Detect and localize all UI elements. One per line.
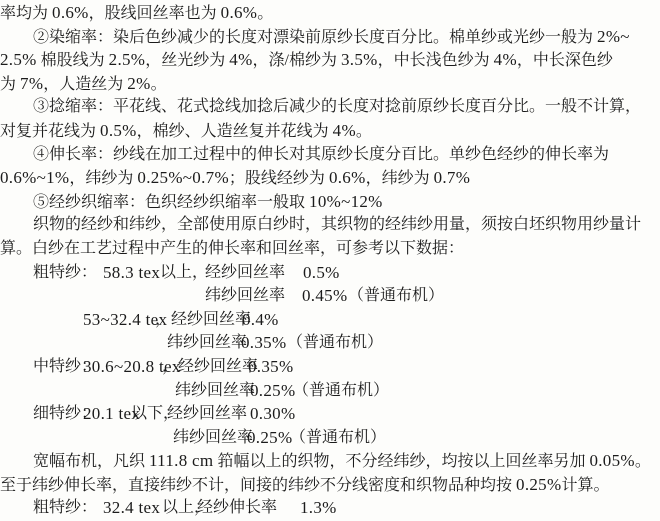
text-line — [0, 261, 660, 285]
text-segment: 纬纱回丝率 — [205, 287, 286, 305]
number-segment: 4% — [332, 120, 356, 140]
number-segment: 30.6~20.8 tex — [83, 356, 181, 376]
text-line — [0, 402, 660, 426]
number-segment: 0.05% — [589, 451, 635, 471]
number-segment: 53~32.4 tex — [83, 309, 168, 329]
text-segment: ⑤经纱织缩率：色织经纱织缩率一般取 — [33, 193, 310, 211]
text-segment: 粗特纱： — [33, 263, 98, 281]
text-line — [0, 190, 660, 214]
number-segment: 7% — [20, 73, 44, 93]
number-segment: 2% — [127, 73, 151, 93]
text-segment: 算。白纱在工艺过程中产生的伸长率和回丝率，可参考以下数据： — [0, 239, 465, 257]
text-segment: 织物的经纱和纬纱，全部使用原白纱时，其织物的经纬纱用量，须按白坯织物用纱量计 — [33, 216, 642, 234]
text-line — [0, 166, 660, 190]
text-line — [0, 1, 660, 25]
text-segment: 纬纱回丝率 — [173, 428, 254, 446]
number-segment: 0.45% — [302, 286, 348, 306]
number-segment: 0.6% — [52, 3, 89, 22]
text-segment: 筘幅以上的织物，不分经纬纱，均按以上回丝率另加 — [213, 453, 590, 471]
text-segment: 纬纱回丝率 — [167, 334, 248, 352]
number-segment: 0.6% — [328, 168, 366, 188]
number-segment: 0.25% — [247, 427, 293, 447]
text-segment: ，中长深色纱 — [516, 52, 613, 70]
number-segment: 2.5% — [108, 50, 146, 70]
text-segment: 为 — [0, 75, 21, 93]
text-segment: 以下， — [131, 405, 180, 423]
text-line — [0, 95, 660, 119]
text-segment: 中特纱： — [33, 357, 98, 375]
text-segment: ，棉纱、人造丝复并花线为 — [136, 122, 333, 140]
text-line — [0, 355, 660, 379]
text-segment: ，股线回丝率也为 — [88, 5, 221, 22]
text-segment: ，中长浅色纱为 — [377, 52, 494, 70]
number-segment: 3.5% — [341, 50, 378, 70]
text-line — [0, 25, 660, 49]
text-line — [0, 213, 660, 237]
text-segment: 以上， — [162, 499, 211, 517]
text-segment: 。 — [634, 453, 651, 471]
text-segment: ，纬纱为 — [365, 170, 434, 188]
text-line — [0, 426, 660, 450]
text-segment: 细特纱： — [33, 405, 98, 423]
text-segment: ④伸长率：纱线在加工过程中的伸长对其原纱长度分百比。单纱色经纱的伸长率为 — [33, 145, 610, 163]
number-segment: 0.25%~0.7% — [137, 168, 229, 188]
number-segment: 0.5% — [303, 262, 340, 282]
number-segment: 10%~12% — [309, 191, 383, 211]
text-segment: ，纬纱为 — [69, 170, 138, 188]
number-segment: 0.35% — [248, 356, 294, 376]
text-line — [0, 473, 660, 497]
number-segment: 4% — [229, 50, 253, 70]
text-line — [0, 284, 660, 308]
number-segment: 0.25% — [250, 380, 296, 400]
text-segment: ②染缩率：染后色纱减少的长度对漂染前原纱长度百分比。棉单纱或光纱一般为 — [33, 28, 598, 46]
text-line — [0, 379, 660, 403]
number-segment: 0.30% — [250, 404, 296, 424]
number-segment: 58.3 tex — [103, 262, 161, 282]
text-line — [0, 496, 660, 520]
text-segment: 宽幅布机，凡织 — [33, 453, 150, 471]
text-segment: 计算。 — [561, 476, 610, 494]
number-segment: 0.7% — [433, 168, 471, 188]
text-segment: 以上， — [160, 263, 209, 281]
number-segment: 0.6% — [220, 3, 258, 22]
text-segment: 。 — [150, 75, 167, 93]
text-segment: ；股线经纱为 — [228, 170, 329, 188]
text-line — [0, 237, 660, 261]
text-line — [0, 143, 660, 167]
text-segment: ，经纱回丝率 — [162, 357, 259, 375]
text-line — [0, 331, 660, 355]
number-segment: 0.5% — [100, 120, 137, 140]
text-segment: ，丝光纱为 — [145, 52, 230, 70]
text-segment: 纬纱回丝率 — [175, 381, 256, 399]
text-segment: ③捻缩率：平花线、花式捻线加捻后减少的长度对捻前原纱长度百分比。一般不计算， — [33, 98, 642, 116]
text-segment: （普通布机） — [287, 334, 384, 352]
number-segment: 111.8 cm — [149, 451, 214, 471]
number-segment: 2%~ — [597, 26, 630, 46]
text-segment: ，人造丝为 — [43, 75, 128, 93]
number-segment: 1.3% — [300, 498, 337, 518]
number-segment: 0.6%~1% — [0, 168, 70, 188]
text-segment: 经纱回丝率 — [205, 263, 286, 281]
text-segment: 经纱回丝率 — [167, 405, 248, 423]
text-line — [0, 119, 660, 143]
number-segment: 20.1 tex — [83, 404, 141, 424]
number-segment: 0.25% — [516, 474, 562, 494]
text-segment: （普通布机） — [348, 287, 445, 305]
number-segment: 0.4% — [242, 309, 279, 329]
text-segment: 经纱伸长率 — [197, 499, 278, 517]
text-segment: 。 — [257, 5, 274, 22]
text-line — [0, 308, 660, 332]
number-segment: 4% — [493, 50, 517, 70]
text-segment: 率均为 — [0, 5, 53, 22]
text-segment: （普通布机） — [290, 428, 387, 446]
text-segment: ，涤/棉纱为 — [252, 52, 341, 70]
text-segment: ，经纱回丝率 — [155, 310, 252, 328]
text-line — [0, 449, 660, 473]
text-segment: 粗特纱： — [33, 499, 98, 517]
number-segment: 0.35% — [241, 333, 287, 353]
number-segment: 2.5% — [0, 50, 37, 70]
text-segment: 棉股线为 — [36, 52, 109, 70]
text-line — [0, 48, 660, 72]
text-segment: 对复并花线为 — [0, 122, 101, 140]
number-segment: 32.4 tex — [103, 498, 161, 518]
text-line — [0, 72, 660, 96]
text-segment: 。 — [355, 122, 372, 140]
text-segment: （普通布机） — [293, 381, 390, 399]
text-segment: 至于纬纱伸长率，直接纬纱不计，间接的纬纱不分线密度和织物品种均按 — [0, 476, 517, 494]
